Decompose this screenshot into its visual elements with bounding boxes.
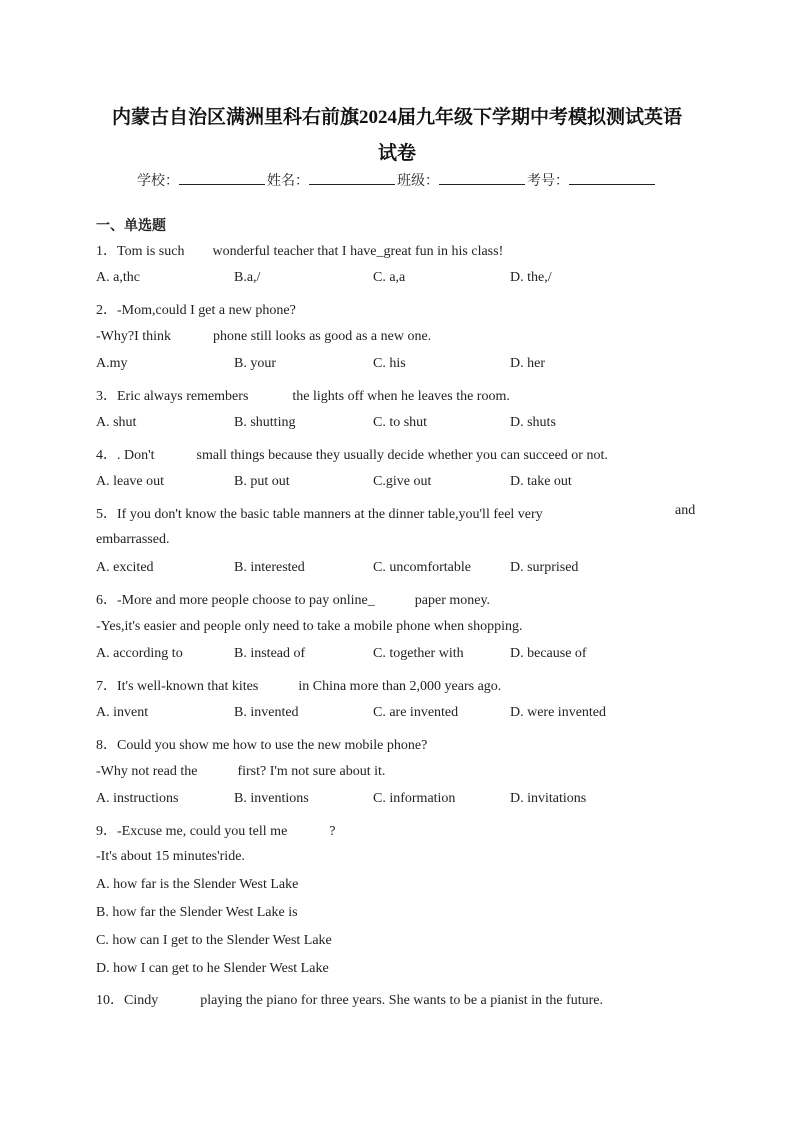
q9-option-b: B. how far the Slender West Lake is bbox=[96, 905, 298, 920]
q6-option-c: C. together with bbox=[373, 646, 464, 661]
question-3 bbox=[96, 385, 510, 405]
q9-option-a: A. how far is the Slender West Lake bbox=[96, 877, 299, 892]
question-2-line2 bbox=[96, 329, 431, 345]
q7-option-b: B. invented bbox=[234, 705, 299, 720]
question-4 bbox=[96, 444, 608, 464]
name-label: 姓名： bbox=[267, 173, 309, 189]
q7-option-d: D. were invented bbox=[510, 705, 607, 720]
q7-option-c: C. are invented bbox=[373, 705, 459, 720]
question-2-part-b: phone still looks as good as a new one. bbox=[213, 329, 432, 344]
question-10-part-a: 10．Cindy bbox=[96, 993, 159, 1008]
q4-option-c: C.give out bbox=[373, 474, 432, 489]
q5-option-a: A. excited bbox=[96, 560, 154, 575]
question-10-part-b: playing the piano for three years. She wants to be a pianist in the future. bbox=[200, 993, 604, 1008]
question-6-line1 bbox=[96, 589, 490, 609]
q2-option-a: A.my bbox=[96, 356, 128, 371]
exam-title-line2: 试卷 bbox=[377, 143, 416, 164]
q8-option-a: A. instructions bbox=[96, 791, 179, 806]
question-2-line1: 2．-Mom,could I get a new phone? bbox=[96, 303, 296, 318]
school-label: 学校： bbox=[137, 173, 179, 189]
question-1 bbox=[96, 240, 503, 260]
question-5-line1 bbox=[96, 503, 543, 523]
q6-option-d: D. because of bbox=[510, 646, 587, 661]
question-2-part-a: -Why?I think bbox=[96, 329, 172, 344]
q8-option-c: C. information bbox=[373, 791, 456, 806]
q3-option-b: B. shutting bbox=[234, 415, 296, 430]
class-label: 班级： bbox=[397, 173, 439, 189]
question-6-part-a: 6．-More and more people choose to pay online_ bbox=[96, 593, 375, 608]
question-9-line2: -It's about 15 minutes'ride. bbox=[96, 849, 245, 864]
q4-option-d: D. take out bbox=[510, 474, 572, 489]
question-6-line2: -Yes,it's easier and people only need to take a mobile phone when shopping. bbox=[96, 619, 523, 634]
q9-option-c: C. how can I get to the Slender West Lake bbox=[96, 933, 332, 948]
name-blank bbox=[309, 170, 395, 185]
question-3-part-b: the lights off when he leaves the room. bbox=[292, 389, 510, 404]
question-4-part-b: small things because they usually decide whether you can succeed or not. bbox=[196, 448, 608, 463]
question-8-part-b: first? I'm not sure about it. bbox=[237, 764, 386, 779]
q7-option-a: A. invent bbox=[96, 705, 149, 720]
question-5-part-b: and bbox=[675, 503, 696, 518]
q2-option-d: D. her bbox=[510, 356, 545, 371]
question-5-line2: embarrassed. bbox=[96, 532, 170, 547]
q5-option-d: D. surprised bbox=[510, 560, 579, 575]
school-blank bbox=[179, 170, 265, 185]
q1-option-d: D. the,/ bbox=[510, 270, 552, 285]
exam-no-label: 考号： bbox=[527, 173, 569, 189]
q6-option-a: A. according to bbox=[96, 646, 183, 661]
q5-option-b: B. interested bbox=[234, 560, 305, 575]
q3-option-c: C. to shut bbox=[373, 415, 428, 430]
q5-option-c: C. uncomfortable bbox=[373, 560, 471, 575]
question-1-part-a: 1．Tom is such bbox=[96, 244, 185, 259]
question-8-line1: 8．Could you show me how to use the new mobile phone? bbox=[96, 738, 428, 753]
q3-option-d: D. shuts bbox=[510, 415, 556, 430]
question-1-part-b: wonderful teacher that I have_great fun in his class! bbox=[212, 244, 504, 259]
section-heading: 一、单选题 bbox=[96, 218, 166, 234]
question-9-part-b: ? bbox=[329, 824, 336, 839]
student-info-row bbox=[0, 170, 794, 190]
question-5-part-a: 5．If you don't know the basic table manners at the dinner table,you'll feel very bbox=[96, 507, 543, 522]
q1-option-b: B.a,/ bbox=[234, 270, 261, 285]
question-6-part-b: paper money. bbox=[414, 593, 491, 608]
q6-option-b: B. instead of bbox=[234, 646, 306, 661]
question-10 bbox=[96, 989, 603, 1009]
question-7 bbox=[96, 675, 501, 695]
q8-option-d: D. invitations bbox=[510, 791, 587, 806]
q2-option-b: B. your bbox=[234, 356, 276, 371]
q8-option-b: B. inventions bbox=[234, 791, 309, 806]
question-9-part-a: 9．-Excuse me, could you tell me bbox=[96, 824, 288, 839]
question-4-part-a: 4．. Don't bbox=[96, 448, 155, 463]
q3-option-a: A. shut bbox=[96, 415, 137, 430]
question-9-line1 bbox=[96, 820, 336, 840]
question-7-part-a: 7．It's well-known that kites bbox=[96, 679, 259, 694]
question-8-line2 bbox=[96, 764, 385, 780]
q1-option-c: C. a,a bbox=[373, 270, 406, 285]
class-blank bbox=[439, 170, 525, 185]
question-3-part-a: 3．Eric always remembers bbox=[96, 389, 249, 404]
q1-option-a: A. a,thc bbox=[96, 270, 140, 285]
question-8-part-a: -Why not read the bbox=[96, 764, 198, 779]
exam-title-line1: 内蒙古自治区满洲里科右前旗2024届九年级下学期中考模拟测试英语 bbox=[111, 107, 682, 128]
q4-option-b: B. put out bbox=[234, 474, 290, 489]
exam-no-blank bbox=[569, 170, 655, 185]
q4-option-a: A. leave out bbox=[96, 474, 165, 489]
q9-option-d: D. how I can get to he Slender West Lake bbox=[96, 961, 329, 976]
q2-option-c: C. his bbox=[373, 356, 406, 371]
question-7-part-b: in China more than 2,000 years ago. bbox=[298, 679, 502, 694]
